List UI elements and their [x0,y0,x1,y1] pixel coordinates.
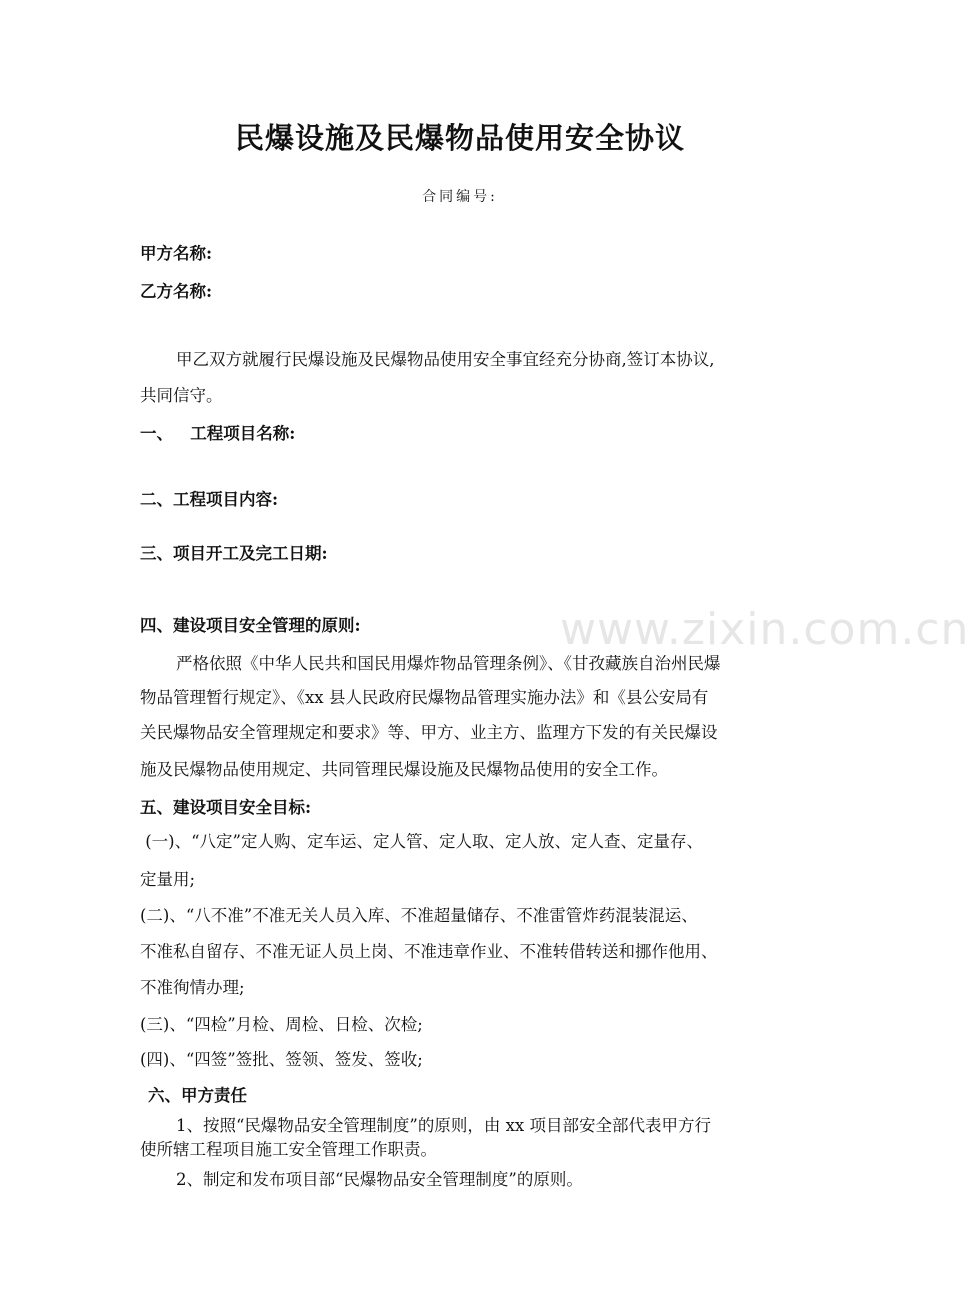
section-3-heading: 三、项目开工及完工日期: [140,544,328,563]
section-6-item-line: 1、按照“民爆物品安全管理制度”的原则，由 xx 项目部安全部代表甲方行 [176,1116,711,1135]
section-2-heading: 二、工程项目内容: [140,490,279,509]
section-1-heading: 一、 工程项目名称: [140,424,296,443]
section-4-body-line: 施及民爆物品使用规定、共同管理民爆设施及民爆物品使用的安全工作。 [140,760,668,779]
intro-line-2: 共同信守。 [140,386,223,405]
section-5-item-line: (三)、“四检”月检、周检、日检、次检; [140,1015,423,1034]
section-6-heading: 六、甲方责任 [148,1086,247,1105]
section-5-item-line: (二)、“八不准”不准无关人员入库、不准超量储存、不准雷管炸药混装混运、 [140,906,698,925]
section-4-body-line: 关民爆物品安全管理规定和要求》等、甲方、业主方、监理方下发的有关民爆设 [140,723,718,742]
party-b-label: 乙方名称: [140,282,213,301]
section-4-body-line: 物品管理暂行规定》、《xx 县人民政府民爆物品管理实施办法》和《县公安局有 [140,688,709,707]
section-5-item-line: 不准徇情办理; [140,978,245,997]
party-a-label: 甲方名称: [140,244,213,263]
contract-number-label: 合同编号: [422,189,498,205]
section-5-item-line: (一)、“八定”定人购、定车运、定人管、定人取、定人放、定人查、定量存、 [140,832,703,851]
section-5-item-line: 定量用; [140,870,196,889]
section-6-item-line: 使所辖工程项目施工安全管理工作职责。 [140,1140,437,1159]
section-6-item-line: 2、制定和发布项目部“民爆物品安全管理制度”的原则。 [176,1170,583,1189]
intro-line-1: 甲乙双方就履行民爆设施及民爆物品使用安全事宜经充分协商,签订本协议, [176,350,715,369]
section-5-item-line: (四)、“四签”签批、签领、签发、签收; [140,1050,423,1069]
section-5-heading: 五、建设项目安全目标: [140,798,312,817]
section-5-item-line: 不准私自留存、不准无证人员上岗、不准违章作业、不准转借转送和挪作他用、 [140,942,718,961]
section-4-body-line: 严格依照《中华人民共和国民用爆炸物品管理条例》、《甘孜藏族自治州民爆 [176,654,721,673]
section-4-heading: 四、建设项目安全管理的原则: [140,616,361,635]
watermark: www.zixin.com.cn [560,604,969,655]
document-title: 民爆设施及民爆物品使用安全协议 [234,121,685,155]
